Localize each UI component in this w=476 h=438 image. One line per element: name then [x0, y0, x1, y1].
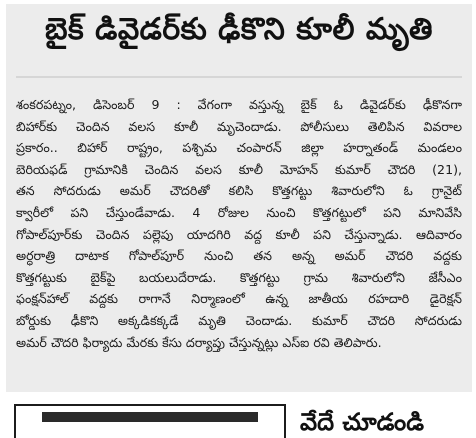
article-line: ఫంక్షన్‌హాల్ వద్దకు రాగానే నిర్మాణంలో ఉన్న జాతీయ రహదారి డైరెక్షన్: [16, 291, 462, 307]
adjacent-article-image: [14, 404, 286, 438]
page-gutter: [0, 395, 476, 399]
article-line: క్వారీలో పని చేస్తుండేవాడు. 4 రోజుల నుంచి కొత్తగట్టులో పని మానివేసి: [16, 204, 462, 220]
article-line: అర్ధరాత్రి దాటాక గోపాల్‌పూర్ నుంచి తన అన్న అమర్ చౌదరి వద్దకు: [16, 248, 462, 264]
article-line: కొత్తగట్టుకు బైక్‌పై బయలుదేరాడు. కొత్తగట్టు గ్రామ శివారులోని జేసీఎం: [16, 269, 462, 285]
article-line: బెరియఫడ్ గ్రామానికి చెందిన వలస కూలీ మోహన్ కుమార్ చౌదరి (21),: [16, 161, 462, 177]
article-line: బోర్డుకు ఢీకొని అక్కడికక్కడే మృతి చెందాడు. కుమార్ చౌదరి సోదరుడు: [16, 312, 462, 328]
adjacent-article-headline: వేదే చూడండి: [300, 408, 424, 436]
headline-divider: [16, 76, 462, 78]
article-line: గోపాల్‌పూర్‌కు చెందిన పల్లెపు యాదగిరి వద్ద కూలీ పని చేస్తున్నాడు. ఆదివారం: [16, 226, 462, 242]
adjacent-image-band: [42, 412, 258, 422]
article-line: అమర్ చౌదరి ఫిర్యాదు మేరకు కేసు దర్యాప్తు చేస్తున్నట్లు ఎస్ఐ రవి తెలిపారు.: [16, 334, 382, 350]
article-line: తన సోదరుడు అమర్ చౌదరితో కలిసి కొత్తగట్టు శివారులోని ఓ గ్రానైట్: [16, 183, 462, 199]
article-line: శంకరపట్నం, డిసెంబర్ 9 : వేగంగా వస్తున్న బైక్ ఓ డివైడర్‌కు ఢీకొనగా: [16, 97, 462, 112]
article-body: [16, 94, 462, 353]
news-clipping: [6, 4, 472, 392]
article-line: ప్రకారం.. బిహార్ రాష్ట్రం, పశ్చిమ చంపారన్ జిల్లా హర్నాతండ్ మండలం: [16, 140, 462, 156]
article-line: బిహార్‌కు చెందిన వలస కూలీ మృచెందాడు. పోలీసులు తెలిపిన వివరాల: [16, 118, 462, 134]
article-headline: బైక్ డివైడర్‌కు ఢీకొని కూలీ మృతి: [45, 12, 433, 47]
